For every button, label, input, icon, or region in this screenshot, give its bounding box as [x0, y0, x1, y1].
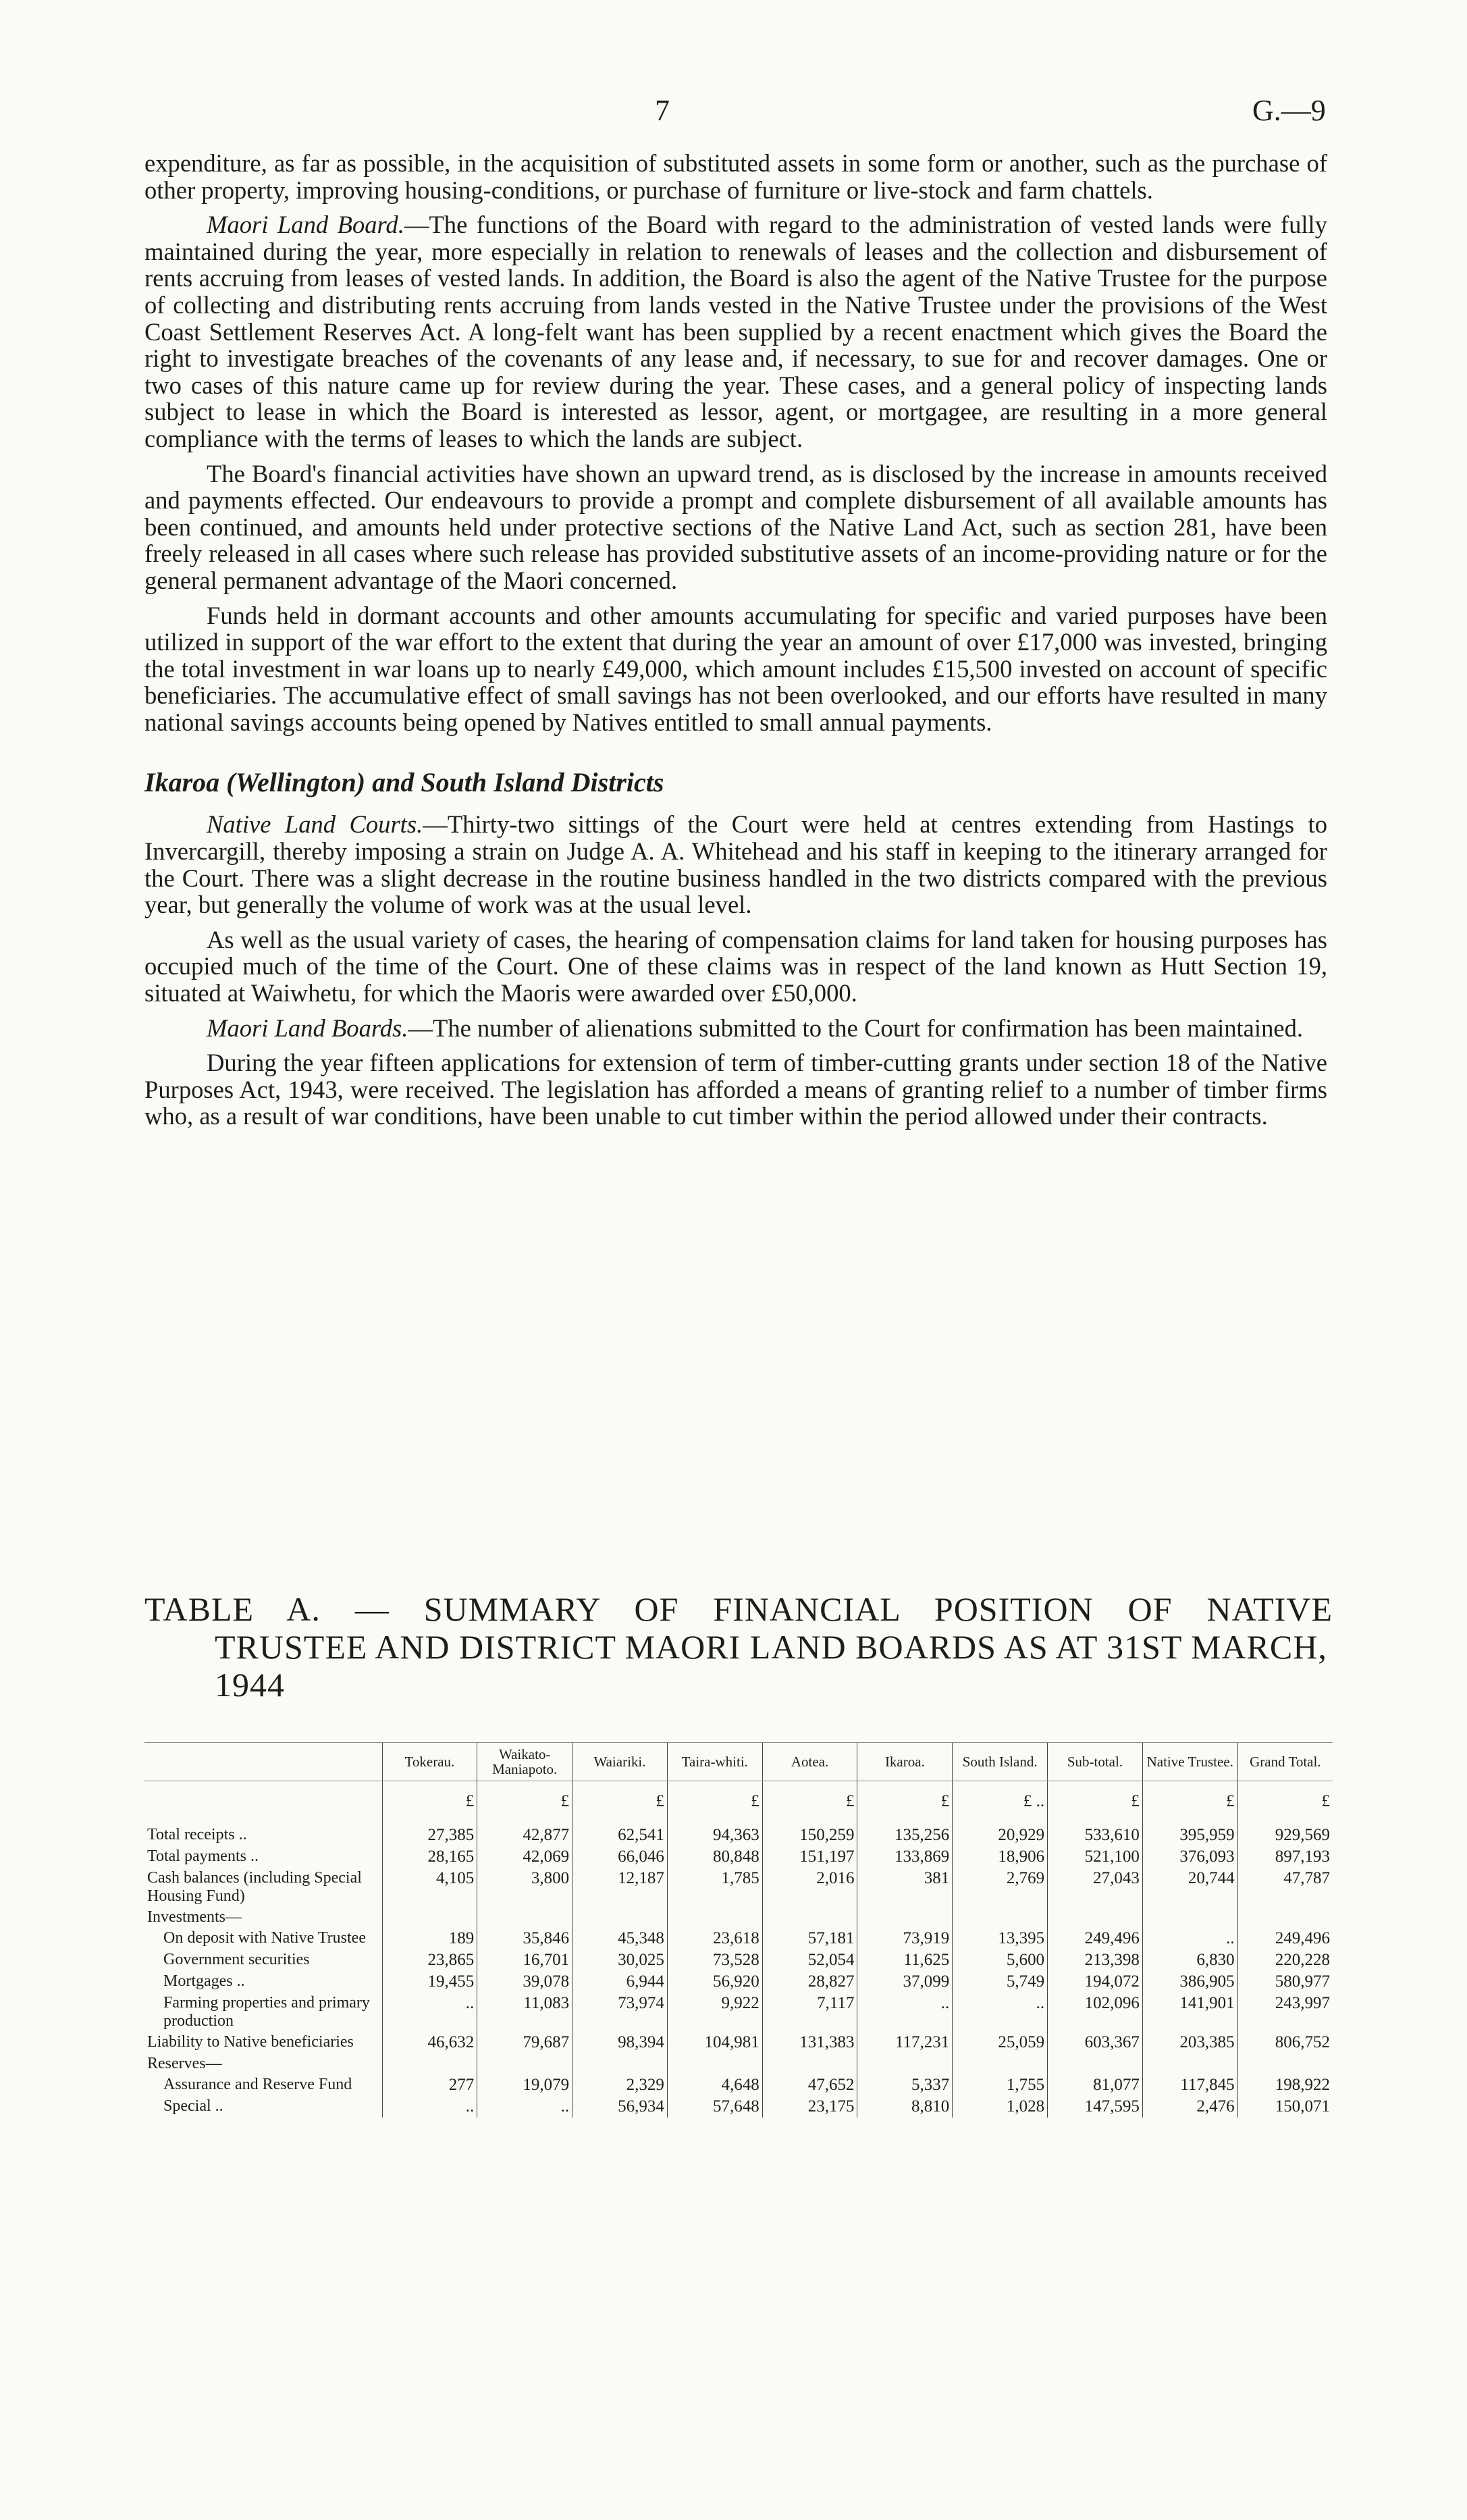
- table-row: [144, 2053, 1333, 2074]
- row-label: Total payments ..: [147, 1847, 259, 1865]
- table-cell: 5,749: [953, 1971, 1048, 1993]
- table-cell: 62,541: [572, 1825, 668, 1846]
- spacer-cell: [1237, 1812, 1333, 1825]
- table-cell: [762, 1907, 857, 1928]
- table-cell: [1237, 1907, 1333, 1928]
- table-cell: 79,687: [477, 2032, 572, 2053]
- table-header-row: [144, 1743, 1333, 1781]
- table-cell: 23,175: [762, 2096, 857, 2118]
- table-cell: 52,054: [762, 1949, 857, 1971]
- paragraph-6: As well as the usual variety of cases, the hearing of compensation claims for land taken for housing purposes has occupied much of the time of the Court. One of these claims was in respect of the land known as Hutt Section 19, situated at Waiwhetu, for which the Maoris were awarded over £50,000.: [144, 925, 1327, 1007]
- table-cell: 220,228: [1237, 1949, 1333, 1971]
- paragraph-5: [144, 811, 1327, 918]
- table-cell: [1237, 2053, 1333, 2074]
- column-header: South Island.: [953, 1743, 1048, 1781]
- column-header: Waiariki.: [572, 1743, 668, 1781]
- row-label: On deposit with Native Trustee: [163, 1929, 366, 1947]
- row-label: Total receipts ..: [147, 1826, 247, 1843]
- table-cell: ..: [382, 2096, 477, 2118]
- spacer-cell: [477, 1812, 572, 1825]
- table-cell: 189: [382, 1928, 477, 1949]
- table-cell: 28,165: [382, 1846, 477, 1868]
- table-cell: 102,096: [1048, 1993, 1143, 2032]
- table-cell: ..: [477, 2096, 572, 2118]
- row-label: Farming properties and primary production: [163, 1994, 370, 2030]
- table-cell: 27,385: [382, 1825, 477, 1846]
- unit-dots: ..: [1036, 1792, 1045, 1810]
- unit-cell: £: [1237, 1781, 1333, 1813]
- table-row: [144, 1949, 1333, 1971]
- table-cell: [382, 2053, 477, 2074]
- table-cell: 135,256: [857, 1825, 953, 1846]
- table-cell: 603,367: [1048, 2032, 1143, 2053]
- spacer-cell: [1142, 1812, 1237, 1825]
- spacer-cell: [762, 1812, 857, 1825]
- table-cell: 806,752: [1237, 2032, 1333, 2053]
- table-cell: 12,187: [572, 1868, 668, 1907]
- spacer-cell: [382, 1812, 477, 1825]
- table-cell: [953, 1907, 1048, 1928]
- table-cell: 73,974: [572, 1993, 668, 2032]
- table-cell: 20,929: [953, 1825, 1048, 1846]
- row-label: Liability to Native beneficiaries: [147, 2033, 354, 2051]
- table-cell: 533,610: [1048, 1825, 1143, 1846]
- column-header: Sub-total.: [1048, 1743, 1143, 1781]
- table-row: [144, 2032, 1333, 2053]
- row-label: Reserves—: [147, 2055, 222, 2072]
- table-cell: ..: [953, 1993, 1048, 2032]
- unit-cell: [953, 1781, 1048, 1813]
- table-cell: 45,348: [572, 1928, 668, 1949]
- paragraph-1: expenditure, as far as possible, in the acquisition of substituted assets in some form or another, such as the purchase of other property, improving housing-conditions, or purchase of furniture or live-stock and farm chattels.: [144, 149, 1327, 204]
- unit-cell: £: [572, 1781, 668, 1813]
- table-cell: ..: [857, 1993, 953, 2032]
- row-label: Cash balances (including Special Housing Fund): [147, 1869, 362, 1905]
- page-code: G.—9: [1252, 94, 1326, 127]
- table-cell: [1142, 1907, 1237, 1928]
- table-cell: 1,755: [953, 2074, 1048, 2096]
- table-cell: 25,059: [953, 2032, 1048, 2053]
- table-cell: 56,920: [667, 1971, 762, 1993]
- spacer-cell: [857, 1812, 953, 1825]
- table-cell: 73,528: [667, 1949, 762, 1971]
- table-cell: 151,197: [762, 1846, 857, 1868]
- table-cell: 56,934: [572, 2096, 668, 2118]
- page-number: 7: [655, 94, 670, 127]
- paragraph-5-lead: Native Land Courts.: [207, 810, 423, 839]
- table-cell: 39,078: [477, 1971, 572, 1993]
- table-cell: 249,496: [1048, 1928, 1143, 1949]
- table-cell: 580,977: [1237, 1971, 1333, 1993]
- table-cell: 104,981: [667, 2032, 762, 2053]
- summary-table-wrap: [144, 1742, 1333, 2118]
- table-cell: 1,785: [667, 1868, 762, 1907]
- table-cell: 27,043: [1048, 1868, 1143, 1907]
- unit-symbol: £: [1023, 1792, 1032, 1810]
- table-cell: 57,648: [667, 2096, 762, 2118]
- column-header: Grand Total.: [1237, 1743, 1333, 1781]
- table-cell: 19,079: [477, 2074, 572, 2096]
- table-cell: 13,395: [953, 1928, 1048, 1949]
- table-cell: 6,830: [1142, 1949, 1237, 1971]
- paragraph-2: [144, 211, 1327, 452]
- table-cell: [572, 1907, 668, 1928]
- table-cell: 1,028: [953, 2096, 1048, 2118]
- section-heading: Ikaroa (Wellington) and South Island Districts: [144, 767, 664, 798]
- table-row: [144, 1825, 1333, 1846]
- table-row: [144, 1993, 1333, 2032]
- table-cell: 23,865: [382, 1949, 477, 1971]
- table-cell: 28,827: [762, 1971, 857, 1993]
- spacer-cell: [572, 1812, 668, 1825]
- row-label: Government securities: [163, 1951, 310, 1968]
- table-cell: 117,231: [857, 2032, 953, 2053]
- table-cell: [1142, 2053, 1237, 2074]
- table-cell: 133,869: [857, 1846, 953, 1868]
- table-cell: [382, 1907, 477, 1928]
- paragraph-5-text: —Thirty-two sittings of the Court were held at centres extending from Hastings to Invercargill, thereby imposing a strain on Judge A. A. Whitehead and his staff in keeping to the itinerary arranged for the Court. There was a slight decrease in the routine business handled in the two districts compared with the previous year, but generally the volume of work was at the usual level.: [144, 810, 1327, 919]
- table-cell: ..: [382, 1993, 477, 2032]
- table-cell: 2,476: [1142, 2096, 1237, 2118]
- table-cell: 80,848: [667, 1846, 762, 1868]
- table-cell: 386,905: [1142, 1971, 1237, 1993]
- row-label: Investments—: [147, 1908, 242, 1926]
- spacer-cell: [667, 1812, 762, 1825]
- table-cell: 16,701: [477, 1949, 572, 1971]
- unit-cell: £: [1142, 1781, 1237, 1813]
- unit-cell: £: [477, 1781, 572, 1813]
- table-cell: 11,625: [857, 1949, 953, 1971]
- table-cell: 35,846: [477, 1928, 572, 1949]
- table-cell: 94,363: [667, 1825, 762, 1846]
- table-cell: 198,922: [1237, 2074, 1333, 2096]
- table-cell: 381: [857, 1868, 953, 1907]
- table-cell: 30,025: [572, 1949, 668, 1971]
- table-body: [144, 1781, 1333, 2118]
- table-cell: 42,069: [477, 1846, 572, 1868]
- table-row: [144, 2074, 1333, 2096]
- table-cell: 66,046: [572, 1846, 668, 1868]
- table-cell: [667, 1907, 762, 1928]
- unit-label-cell: [144, 1781, 382, 1813]
- table-cell: [857, 2053, 953, 2074]
- column-header: Taira-whiti.: [667, 1743, 762, 1781]
- table-cell: [667, 2053, 762, 2074]
- paragraph-7: [144, 1015, 1327, 1042]
- table-row: [144, 1928, 1333, 1949]
- row-label: Mortgages ..: [163, 1972, 245, 1990]
- table-cell: 37,099: [857, 1971, 953, 1993]
- unit-cell: £: [762, 1781, 857, 1813]
- table-cell: 42,877: [477, 1825, 572, 1846]
- table-cell: 47,787: [1237, 1868, 1333, 1907]
- spacer-cell: [144, 1812, 382, 1825]
- table-cell: [762, 2053, 857, 2074]
- table-cell: 395,959: [1142, 1825, 1237, 1846]
- table-cell: 3,800: [477, 1868, 572, 1907]
- table-cell: 117,845: [1142, 2074, 1237, 2096]
- table-cell: 5,600: [953, 1949, 1048, 1971]
- table-cell: 46,632: [382, 2032, 477, 2053]
- table-cell: 2,769: [953, 1868, 1048, 1907]
- table-cell: 929,569: [1237, 1825, 1333, 1846]
- table-row: [144, 1868, 1333, 1907]
- paragraph-3: The Board's financial activities have shown an upward trend, as is disclosed by the increase in amounts received and payments effected. Our endeavours to provide a prompt and complete disbursement of all available amounts has been continued, and amounts held under protective sections of the Native Land Act, such as section 281, have been freely released in all cases where such release has provided substitutive assets of an income-providing nature or for the general permanent advantage of the Maori concerned.: [144, 459, 1327, 594]
- table-title: [144, 1590, 1333, 1704]
- table-cell: [1048, 2053, 1143, 2074]
- table-title-rest: TRUSTEE AND DISTRICT MAORI LAND BOARDS AS AT 31ST MARCH, 1944: [215, 1628, 1327, 1704]
- table-cell: 8,810: [857, 2096, 953, 2118]
- table-cell: 20,744: [1142, 1868, 1237, 1907]
- table-cell: 249,496: [1237, 1928, 1333, 1949]
- table-cell: 376,093: [1142, 1846, 1237, 1868]
- table-cell: 150,259: [762, 1825, 857, 1846]
- row-label: Special ..: [163, 2097, 223, 2115]
- table-cell: 277: [382, 2074, 477, 2096]
- table-cell: 243,997: [1237, 1993, 1333, 2032]
- spacer-cell: [953, 1812, 1048, 1825]
- paragraph-7-lead: Maori Land Boards.: [207, 1014, 408, 1042]
- table-cell: [477, 2053, 572, 2074]
- table-cell: [953, 2053, 1048, 2074]
- unit-cell: £: [1048, 1781, 1143, 1813]
- table-cell: 7,117: [762, 1993, 857, 2032]
- table-cell: [572, 2053, 668, 2074]
- table-cell: 4,648: [667, 2074, 762, 2096]
- table-cell: 141,901: [1142, 1993, 1237, 2032]
- table-cell: 98,394: [572, 2032, 668, 2053]
- row-label: Assurance and Reserve Fund: [163, 2076, 352, 2093]
- table-cell: 9,922: [667, 1993, 762, 2032]
- column-header: Tokerau.: [382, 1743, 477, 1781]
- paragraph-2-lead: Maori Land Board.: [207, 211, 404, 239]
- table-cell: 23,618: [667, 1928, 762, 1949]
- table-cell: 131,383: [762, 2032, 857, 2053]
- column-header: Ikaroa.: [857, 1743, 953, 1781]
- body-text: [144, 150, 1327, 1130]
- column-header: Native Trustee.: [1142, 1743, 1237, 1781]
- table-cell: 213,398: [1048, 1949, 1143, 1971]
- table-row: [144, 1846, 1333, 1868]
- table-row: [144, 1907, 1333, 1928]
- table-cell: 81,077: [1048, 2074, 1143, 2096]
- spacer-row: [144, 1812, 1333, 1825]
- paragraph-8: During the year fifteen applications for extension of term of timber-cutting grants under section 18 of the Native Purposes Act, 1943, were received. The legislation has afforded a means of granting relief to a number of timber firms who, as a result of war conditions, have been unable to cut timber within the period allowed under their contracts.: [144, 1049, 1327, 1130]
- table-cell: 194,072: [1048, 1971, 1143, 1993]
- summary-table: [144, 1742, 1333, 2118]
- table-cell: 203,385: [1142, 2032, 1237, 2053]
- paragraph-4: Funds held in dormant accounts and other amounts accumulating for specific and varied purposes have been utilized in support of the war effort to the extent that during the year an amount of over £17,000 was invested, bringing the total investment in war loans up to nearly £49,000, which amount includes £15,500 invested on account of specific beneficiaries. The accumulative effect of small savings has not been overlooked, and our efforts have resulted in many national savings accounts being opened by Natives entitled to small annual payments.: [144, 601, 1327, 736]
- paragraph-2-text: —The functions of the Board with regard to the administration of vested lands were fully maintained during the year, more especially in relation to renewals of leases and the collection and disbursement of rents accruing from leases of vested lands. In addition, the Board is also the agent of the Native Trustee for the purpose of collecting and distributing rents accruing from lands vested in the Native Trustee under the provisions of the West Coast Settlement Reserves Act. A long-felt want has been supplied by a recent enactment which gives the Board the right to investigate breaches of the covenants of any lease and, if necessary, to sue for and recover damages. One or two cases of this nature came up for review during the year. These cases, and a general policy of inspecting lands subject to lease in which the Board is interested as lessor, agent, or mortgagee, are resulting in a more general compliance with the terms of leases to which the lands are subject.: [144, 211, 1327, 452]
- table-row: [144, 1971, 1333, 1993]
- table-cell: 57,181: [762, 1928, 857, 1949]
- column-header: Waikato-Maniapoto.: [477, 1743, 572, 1781]
- table-cell: 2,329: [572, 2074, 668, 2096]
- table-cell: 897,193: [1237, 1846, 1333, 1868]
- table-cell: [477, 1907, 572, 1928]
- table-title-line-1: TABLE A. — SUMMARY OF FINANCIAL POSITION OF NATIVE: [144, 1590, 1333, 1628]
- table-cell: 147,595: [1048, 2096, 1143, 2118]
- table-cell: 521,100: [1048, 1846, 1143, 1868]
- table-cell: 18,906: [953, 1846, 1048, 1868]
- table-cell: [1048, 1907, 1143, 1928]
- table-cell: 6,944: [572, 1971, 668, 1993]
- table-cell: ..: [1142, 1928, 1237, 1949]
- table-cell: 73,919: [857, 1928, 953, 1949]
- table-cell: 2,016: [762, 1868, 857, 1907]
- table-cell: [857, 1907, 953, 1928]
- table-cell: 5,337: [857, 2074, 953, 2096]
- spacer-cell: [1048, 1812, 1143, 1825]
- column-header-label: [144, 1743, 382, 1781]
- table-cell: 19,455: [382, 1971, 477, 1993]
- table-cell: 11,083: [477, 1993, 572, 2032]
- column-header: Aotea.: [762, 1743, 857, 1781]
- table-cell: 47,652: [762, 2074, 857, 2096]
- table-cell: 150,071: [1237, 2096, 1333, 2118]
- table-row: [144, 2096, 1333, 2118]
- unit-row: [144, 1781, 1333, 1813]
- unit-cell: £: [382, 1781, 477, 1813]
- table-cell: 4,105: [382, 1868, 477, 1907]
- unit-cell: £: [857, 1781, 953, 1813]
- unit-cell: £: [667, 1781, 762, 1813]
- paragraph-7-text: —The number of alienations submitted to the Court for confirmation has been maintained.: [408, 1014, 1304, 1042]
